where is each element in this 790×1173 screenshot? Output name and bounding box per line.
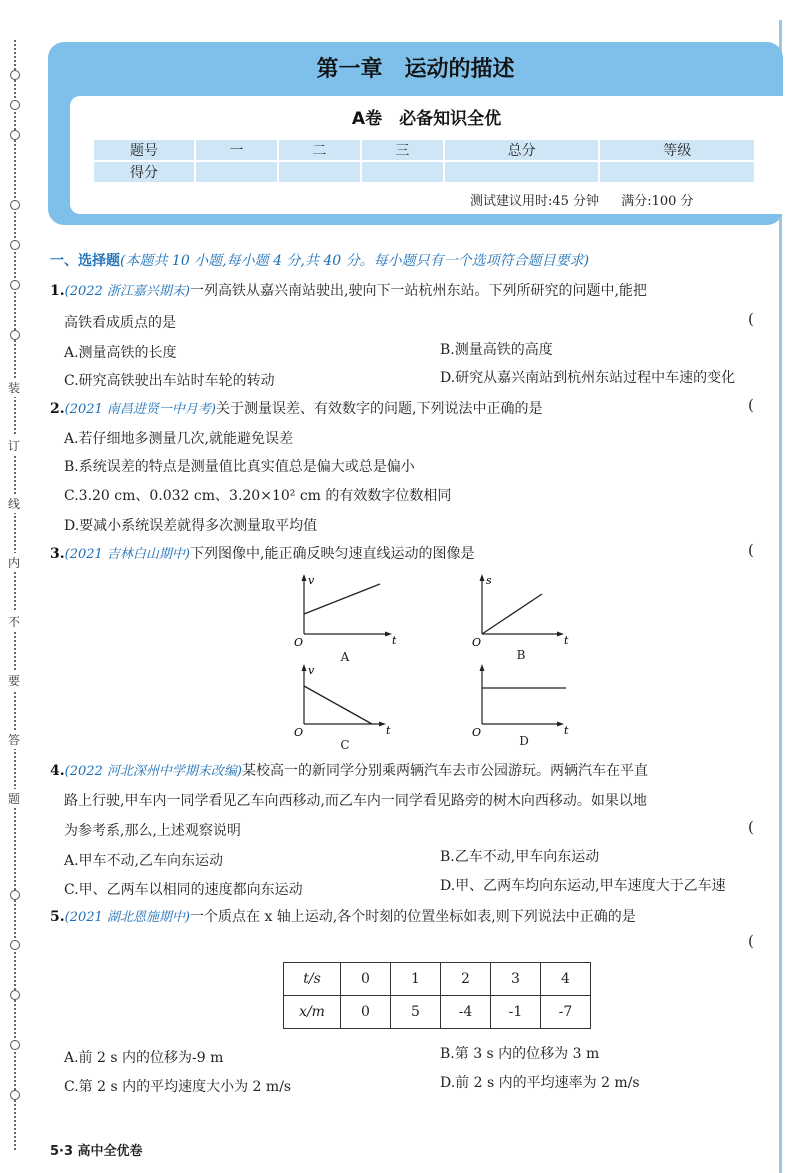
binding-char: 要 — [8, 671, 20, 690]
section-note: (本题共 10 小题,每小题 4 分,共 40 分。每小题只有一个选项符合题目要求) — [120, 253, 590, 269]
question-number: 3. — [50, 546, 65, 562]
binding-char: 答 — [8, 730, 20, 749]
graph-b-label: B — [516, 648, 526, 662]
question-text: 一个质点在 x 轴上运动,各个时刻的位置坐标如表,则下列说法中正确的是 — [190, 909, 636, 925]
option-b[interactable]: B.乙车不动,甲车向东运动 — [440, 849, 600, 865]
option-d[interactable]: D.甲、乙两车均向东运动,甲车速度大于乙车速 — [440, 878, 726, 894]
graph-b[interactable] — [470, 572, 580, 647]
x-axis-label: t — [564, 724, 569, 737]
answer-paren[interactable]: ( — [748, 396, 754, 414]
binding-hole — [10, 200, 20, 210]
graph-a-svg — [292, 572, 402, 647]
question-text: 某校高一的新同学分别乘两辆汽车去市公园游玩。两辆汽车在平直 — [242, 763, 648, 779]
y-axis-arrow — [480, 664, 485, 671]
score-table-row — [93, 161, 755, 183]
graph-a-label: A — [340, 650, 350, 664]
table-cell: 3 — [491, 963, 541, 996]
table-cell: 5 — [391, 996, 441, 1029]
option-b[interactable]: B.第 3 s 内的位移为 3 m — [440, 1046, 600, 1062]
footer-brand: 5·3 高中全优卷 — [50, 1144, 143, 1159]
question-4-stem-line2: 路上行驶,甲车内一同学看见乙车向西移动,而乙车内一同学看见路旁的树木向西移动。如果以地 — [64, 793, 647, 809]
table-header-cell: x/m — [284, 996, 341, 1029]
option-d[interactable]: D.前 2 s 内的平均速率为 2 m/s — [440, 1075, 640, 1091]
answer-paren[interactable]: ( — [748, 818, 754, 836]
x-axis-label: t — [392, 634, 397, 647]
section-title — [50, 250, 785, 270]
table-cell: 4 — [541, 963, 591, 996]
binding-char: 订 — [8, 436, 20, 455]
question-4-stem-line3: 为参考系,那么,上述观察说明 — [64, 823, 241, 839]
option-a[interactable]: A.若仔细地多测量几次,就能避免误差 — [64, 431, 294, 447]
graph-c-label: C — [340, 738, 350, 752]
y-axis-label: v — [308, 574, 315, 587]
score-input-cell[interactable] — [361, 161, 444, 183]
score-table — [92, 138, 756, 184]
y-axis-arrow — [302, 574, 307, 581]
question-number: 2. — [50, 401, 65, 417]
binding-hole — [10, 240, 20, 250]
question-number: 5. — [50, 909, 65, 925]
score-cell: 题号 — [93, 139, 195, 161]
binding-char: 内 — [8, 553, 20, 572]
option-c[interactable]: C.甲、乙两车以相同的速度都向东运动 — [64, 882, 303, 898]
y-axis-label: s — [486, 574, 492, 587]
graph-d[interactable] — [470, 662, 580, 737]
test-time: 测试建议用时:45 分钟 — [470, 194, 600, 209]
option-a[interactable]: A.甲车不动,乙车向东运动 — [64, 853, 224, 869]
table-row — [284, 996, 591, 1029]
full-score: 满分:100 分 — [621, 194, 694, 209]
question-number: 4. — [50, 763, 65, 779]
question-4-stem — [50, 760, 648, 780]
binding-hole — [10, 940, 20, 950]
question-source: (2022 河北深州中学期末改编) — [64, 764, 242, 779]
table-cell: -4 — [441, 996, 491, 1029]
score-input-cell[interactable] — [195, 161, 278, 183]
volume-title: A卷 必备知识全优 — [351, 109, 502, 129]
question-source: (2021 吉林白山期中) — [64, 547, 190, 562]
table-cell: 2 — [441, 963, 491, 996]
graph-b-svg — [470, 572, 580, 647]
question-1-stem — [50, 280, 647, 300]
binding-hole — [10, 100, 20, 110]
binding-char: 装 — [8, 378, 20, 397]
question-source: (2021 湖北恩施期中) — [64, 910, 190, 925]
score-input-cell[interactable] — [444, 161, 600, 183]
binding-hole — [10, 280, 20, 290]
x-axis-arrow — [379, 722, 386, 727]
graph-d-svg — [470, 662, 580, 737]
score-cell: 二 — [278, 139, 361, 161]
position-table — [283, 962, 591, 1029]
y-axis-label: v — [308, 664, 315, 677]
binding-hole — [10, 1040, 20, 1050]
option-b[interactable]: B.系统误差的特点是测量值比真实值总是偏大或总是偏小 — [64, 459, 415, 475]
question-source: (2022 浙江嘉兴期末) — [64, 284, 190, 299]
origin-label: O — [294, 726, 304, 739]
y-axis-arrow — [302, 664, 307, 671]
score-input-cell[interactable] — [278, 161, 361, 183]
y-axis-arrow — [480, 574, 485, 581]
x-axis-arrow — [557, 632, 564, 637]
graph-line — [304, 584, 380, 614]
option-c[interactable]: C.第 2 s 内的平均速度大小为 2 m/s — [64, 1079, 292, 1095]
origin-label: O — [472, 726, 482, 739]
origin-label: O — [294, 636, 304, 649]
option-d[interactable]: D.研究从嘉兴南站到杭州东站过程中车速的变化 — [440, 370, 736, 386]
question-number: 1. — [50, 283, 65, 299]
question-text: 下列图像中,能正确反映匀速直线运动的图像是 — [190, 546, 475, 562]
binding-hole — [10, 990, 20, 1000]
graph-c[interactable] — [292, 662, 402, 737]
score-cell: 等级 — [599, 139, 755, 161]
x-axis-arrow — [385, 632, 392, 637]
binding-hole — [10, 890, 20, 900]
binding-hole — [10, 330, 20, 340]
score-table-row — [93, 139, 755, 161]
graph-line — [482, 594, 542, 634]
table-row — [284, 963, 591, 996]
x-axis-label: t — [564, 634, 569, 647]
answer-paren[interactable]: ( — [748, 310, 754, 328]
question-text: 一列高铁从嘉兴南站驶出,驶向下一站杭州东站。下列所研究的问题中,能把 — [190, 283, 647, 299]
score-cell: 得分 — [93, 161, 195, 183]
binding-char: 题 — [8, 789, 20, 808]
score-cell: 三 — [361, 139, 444, 161]
question-1-stem-line2: 高铁看成质点的是 — [64, 315, 176, 331]
binding-char: 线 — [8, 494, 20, 513]
answer-paren[interactable]: ( — [748, 932, 754, 950]
x-axis-arrow — [557, 722, 564, 727]
question-3-stem — [50, 543, 474, 563]
table-cell: -1 — [491, 996, 541, 1029]
binding-hole — [10, 130, 20, 140]
option-d[interactable]: D.要减小系统误差就得多次测量取平均值 — [64, 518, 318, 534]
origin-label: O — [472, 636, 482, 649]
binding-char: 不 — [8, 612, 20, 631]
score-input-cell[interactable] — [599, 161, 755, 183]
option-a[interactable]: A.测量高铁的长度 — [64, 345, 177, 361]
binding-hole — [10, 70, 20, 80]
binding-hole — [10, 1090, 20, 1100]
table-cell: -7 — [541, 996, 591, 1029]
graph-line — [304, 686, 372, 724]
graph-a[interactable] — [292, 572, 402, 647]
table-cell: 0 — [341, 963, 391, 996]
table-cell: 0 — [341, 996, 391, 1029]
option-a[interactable]: A.前 2 s 内的位移为-9 m — [64, 1050, 224, 1066]
question-2-stem — [50, 398, 542, 418]
test-info — [470, 190, 770, 209]
option-c[interactable]: C.3.20 cm、0.032 cm、3.20×10² cm 的有效数字位数相同 — [64, 488, 452, 504]
question-5-stem — [50, 906, 636, 926]
section-heading: 一、选择题 — [50, 253, 120, 269]
question-text: 关于测量误差、有效数字的问题,下列说法中正确的是 — [216, 401, 543, 417]
graph-d-label: D — [519, 734, 529, 748]
answer-paren[interactable]: ( — [748, 541, 754, 559]
graph-c-svg — [292, 662, 402, 737]
score-cell: 一 — [195, 139, 278, 161]
chapter-title: 第一章 运动的描述 — [316, 57, 515, 82]
option-b[interactable]: B.测量高铁的高度 — [440, 342, 553, 358]
x-axis-label: t — [386, 724, 391, 737]
score-cell: 总分 — [444, 139, 600, 161]
table-header-cell: t/s — [284, 963, 341, 996]
option-c[interactable]: C.研究高铁驶出车站时车轮的转动 — [64, 373, 275, 389]
question-source: (2021 南昌进贤一中月考) — [64, 402, 216, 417]
table-cell: 1 — [391, 963, 441, 996]
